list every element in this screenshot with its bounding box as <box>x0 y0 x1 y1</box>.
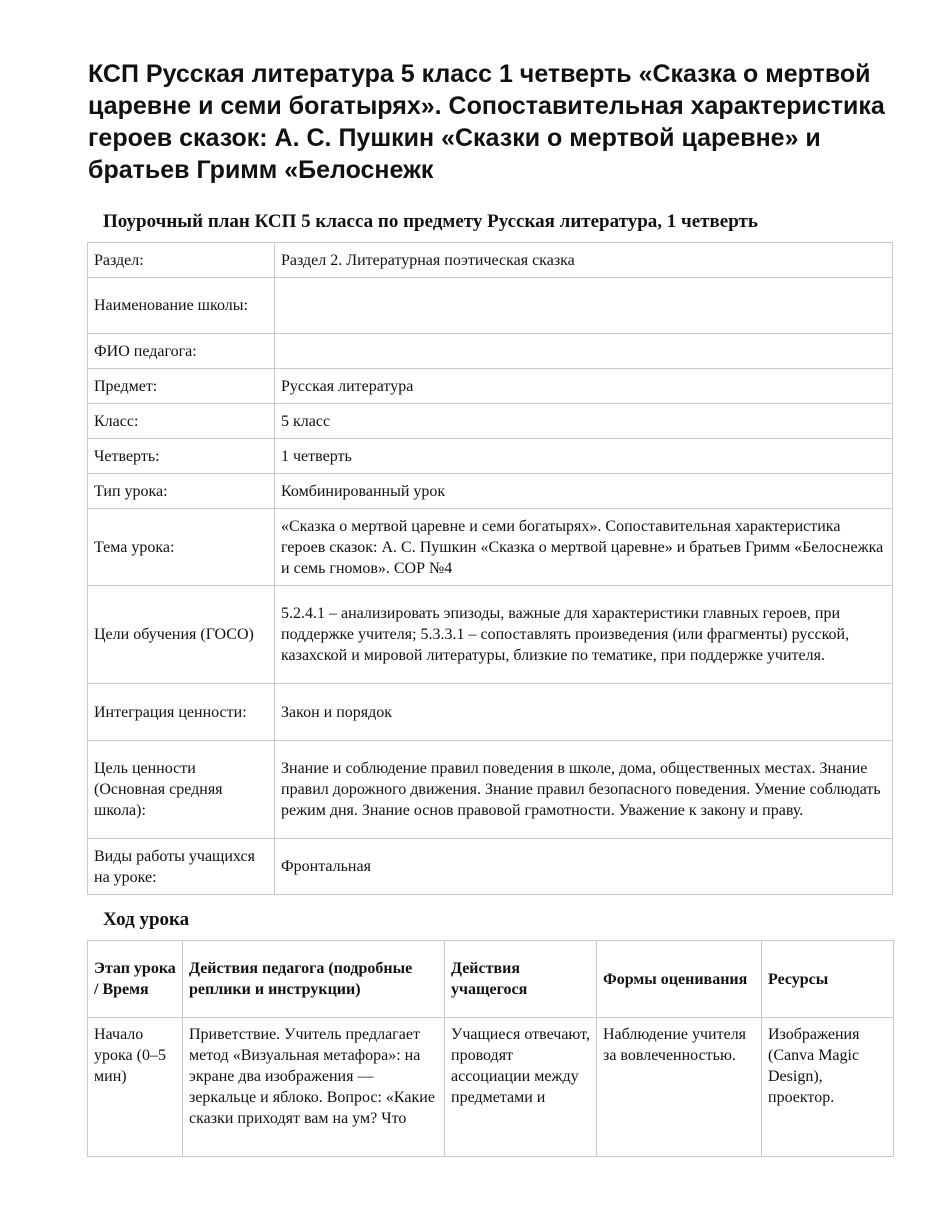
info-row-school <box>88 278 893 334</box>
info-row-goals <box>88 586 893 684</box>
info-row-quarter <box>88 439 893 474</box>
info-value: Комбинированный урок <box>275 474 893 509</box>
info-label: Тема урока: <box>88 509 275 586</box>
info-label: Цели обучения (ГОСО) <box>88 586 275 684</box>
info-label: Раздел: <box>88 243 275 278</box>
info-value: 1 четверть <box>275 439 893 474</box>
info-label: Четверть: <box>88 439 275 474</box>
info-row-value-goal <box>88 741 893 839</box>
header-assessment: Формы оценивания <box>597 941 762 1018</box>
info-value: Русская литература <box>275 369 893 404</box>
info-value: Знание и соблюдение правил поведения в школе, дома, общественных местах. Знание правил дорожного движения. Знание правил безопасного поведения. Умение соблюдать режим дня. Знание основ правовой грамотности. Уважение к закону и праву. <box>275 741 893 839</box>
cell-stage <box>88 1018 183 1157</box>
header-teacher-actions: Действия педагога (подробные реплики и инструкции) <box>183 941 445 1018</box>
lesson-steps-table <box>87 940 894 1157</box>
info-row-lesson-type <box>88 474 893 509</box>
cell-assessment <box>597 1018 762 1157</box>
steps-header-row <box>88 941 894 1018</box>
cell-teacher <box>183 1018 445 1157</box>
info-label: Наименование школы: <box>88 278 275 334</box>
lesson-info-table <box>87 242 893 895</box>
teacher-text: Приветствие. Учитель предлагает метод «Визуальная метафора»: на экране два изображения — зеркальце и яблоко. Вопрос: «Какие сказки приходят вам на ум? Что <box>189 1026 435 1127</box>
header-stage: Этап урока / Время <box>88 941 183 1018</box>
info-row-topic <box>88 509 893 586</box>
info-value: «Сказка о мертвой царевне и семи богатырях». Сопоставительная характеристика героев сказок: А. С. Пушкин «Сказка о мертвой царевне» и братьев Гримм «Белоснежка и семь гномов». СОР №4 <box>275 509 893 586</box>
document-title: КСП Русская литература 5 класс 1 четверть «Сказка о мертвой царевне и семи богатырях». Сопоставительная характеристика героев сказок: А. С. Пушкин «Сказки о мертвой царевне» и братьев Гримм «Белоснежк <box>88 60 885 184</box>
info-value: Раздел 2. Литературная поэтическая сказка <box>275 243 893 278</box>
info-row-value-integration <box>88 684 893 741</box>
plan-heading: Поурочный план КСП 5 класса по предмету Русская литература, 1 четверть <box>103 211 758 232</box>
info-label: Класс: <box>88 404 275 439</box>
info-label: Цель ценности (Основная средняя школа): <box>88 741 275 839</box>
student-text: Учащиеся отвечают, проводят ассоциации между предметами и <box>451 1026 590 1106</box>
info-value <box>275 278 893 334</box>
info-value: 5.2.4.1 – анализировать эпизоды, важные для характеристики главных героев, при поддержке учителя; 5.3.3.1 – сопоставлять произведения (или фрагменты) русской, казахской и мировой литературы, близкие по тематике, при поддержке учителя. <box>275 586 893 684</box>
info-value: Фронтальная <box>275 839 893 895</box>
info-row-section <box>88 243 893 278</box>
stage-text: Начало урока (0–5 мин) <box>94 1026 166 1085</box>
info-row-teacher <box>88 334 893 369</box>
info-value: Закон и порядок <box>275 684 893 741</box>
info-label: Предмет: <box>88 369 275 404</box>
header-student-actions: Действия учащегося <box>445 941 597 1018</box>
info-row-work-types <box>88 839 893 895</box>
info-row-subject <box>88 369 893 404</box>
info-label: Тип урока: <box>88 474 275 509</box>
lesson-progress-heading: Ход урока <box>103 909 190 930</box>
assessment-text: Наблюдение учителя за вовлеченностью. <box>603 1026 747 1064</box>
info-value: 5 класс <box>275 404 893 439</box>
info-label: Интеграция ценности: <box>88 684 275 741</box>
info-label: ФИО педагога: <box>88 334 275 369</box>
table-row <box>88 1018 894 1157</box>
info-label: Виды работы учащихся на уроке: <box>88 839 275 895</box>
resources-text: Изображения (Canva Magic Design), проектор. <box>768 1026 860 1106</box>
info-row-grade <box>88 404 893 439</box>
cell-student <box>445 1018 597 1157</box>
info-value <box>275 334 893 369</box>
cell-resources <box>762 1018 894 1157</box>
header-resources: Ресурсы <box>762 941 894 1018</box>
